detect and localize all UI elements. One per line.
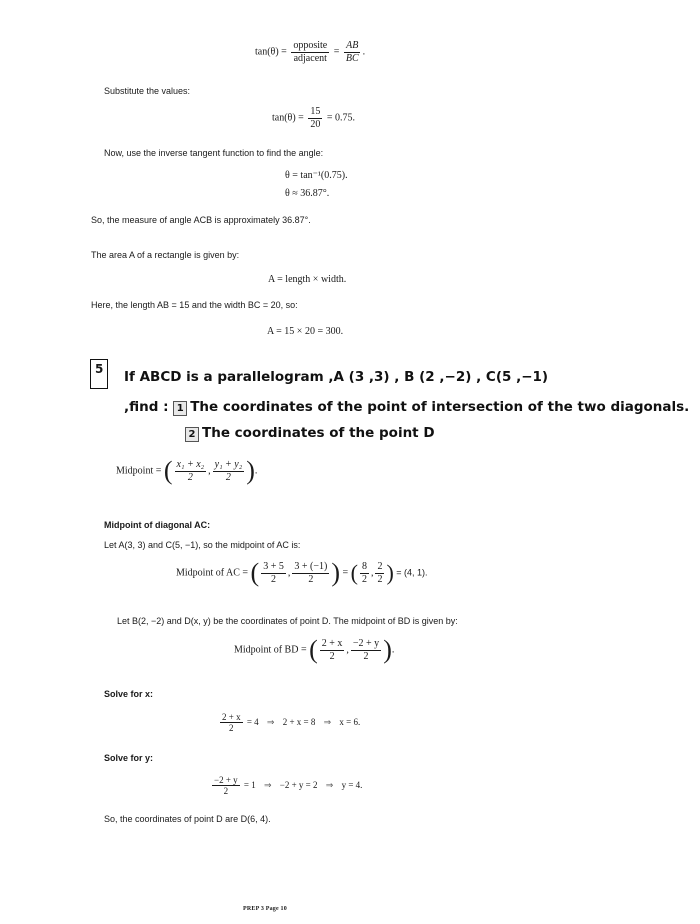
item-2-number: 2 xyxy=(185,427,199,442)
solve-y-steps: $\frac{-2 + y}{2}$ = 1 ⇒ −2 + y = 2 ⇒ y = 4. xyxy=(214,775,363,797)
area-intro: The area A of a rectangle is given by: xyxy=(91,250,240,260)
item-2-text: The coordinates of the point D xyxy=(202,425,435,441)
find-label: ,find : xyxy=(124,399,169,415)
diagonal-let: Let A(3, 3) and C(5, −1), so the midpoint of AC is: xyxy=(104,540,301,550)
implies-arrow: ⇒ xyxy=(323,716,332,727)
implies-arrow: ⇒ xyxy=(325,779,334,790)
bd-let: Let B(2, −2) and D(x, y) be the coordinates of point D. The midpoint of BD is given by: xyxy=(117,616,458,626)
diagonal-heading: Midpoint of diagonal AC: xyxy=(104,520,211,530)
question-line-1: If ABCD is a parallelogram ,A (3 ,3) , B (2 ,−2) , C(5 ,−1) xyxy=(124,369,549,385)
inverse-label: Now, use the inverse tangent function to find the angle: xyxy=(104,148,324,158)
solve-y-label: Solve for y: xyxy=(104,753,154,763)
area-calc: A = 15 × 20 = 300. xyxy=(267,326,344,337)
conclusion: So, the coordinates of point D are D(6, 4). xyxy=(104,814,271,824)
tan-definition: tan(θ) = $\frac{\text{opposite}}{\text{adjacent}}$ = $\frac{AB}{BC}$ . xyxy=(255,40,366,64)
solve-x-label: Solve for x: xyxy=(104,689,154,699)
area-formula: A = length × width. xyxy=(268,274,347,285)
area-given: Here, the length AB = 15 and the width BC = 20, so: xyxy=(91,300,298,310)
opposite-over-adjacent: $\frac{\text{opposite}}{\text{adjacent}}$ xyxy=(293,40,328,64)
item-1-number: 1 xyxy=(173,401,187,416)
substitute-label: Substitute the values: xyxy=(104,86,191,96)
implies-arrow: ⇒ xyxy=(266,716,275,727)
theta-eq-1: θ = tan⁻¹(0.75). xyxy=(285,170,348,181)
implies-arrow: ⇒ xyxy=(263,779,272,790)
angle-result: So, the measure of angle ACB is approximately 36.87°. xyxy=(91,215,311,225)
question-number-box: 5 xyxy=(90,359,108,389)
solve-x-steps: $\frac{2 + x}{2}$ = 4 ⇒ 2 + x = 8 ⇒ x = 6. xyxy=(222,712,361,734)
page-footer: PREP 3 Page 10 xyxy=(243,906,287,912)
question-line-3 xyxy=(185,425,435,442)
ac-midpoint-calc: Midpoint of AC = ( $\frac{3 + 5}{2}$ , $\frac{3 + (-1)}{2}$ ) = ( $\frac{8}{2}$ , $\frac{2}{2}$ ) = (4, 1). xyxy=(176,558,428,587)
tan-def-lhs: tan(θ) = xyxy=(255,46,287,58)
tan-values: tan(θ) = $\frac{15}{20}$ = 0.75. xyxy=(272,106,355,130)
bd-midpoint-calc: Midpoint of BD = ( $\frac{2 + x}{2}$ , $\frac{-2 + y}{2}$ ). xyxy=(234,635,395,664)
midpoint-formula: Midpoint = ( $\frac{\text{x₁ + x₂}}{2}$ , $\frac{\text{y₁ + y₂}}{2}$ ). xyxy=(116,456,258,485)
ab-over-bc: $\frac{AB}{BC}$ xyxy=(345,40,359,64)
question-line-2 xyxy=(124,399,689,416)
item-1-text: The coordinates of the point of intersection of the two diagonals. xyxy=(190,399,690,415)
theta-eq-2: θ ≈ 36.87°. xyxy=(285,188,330,199)
